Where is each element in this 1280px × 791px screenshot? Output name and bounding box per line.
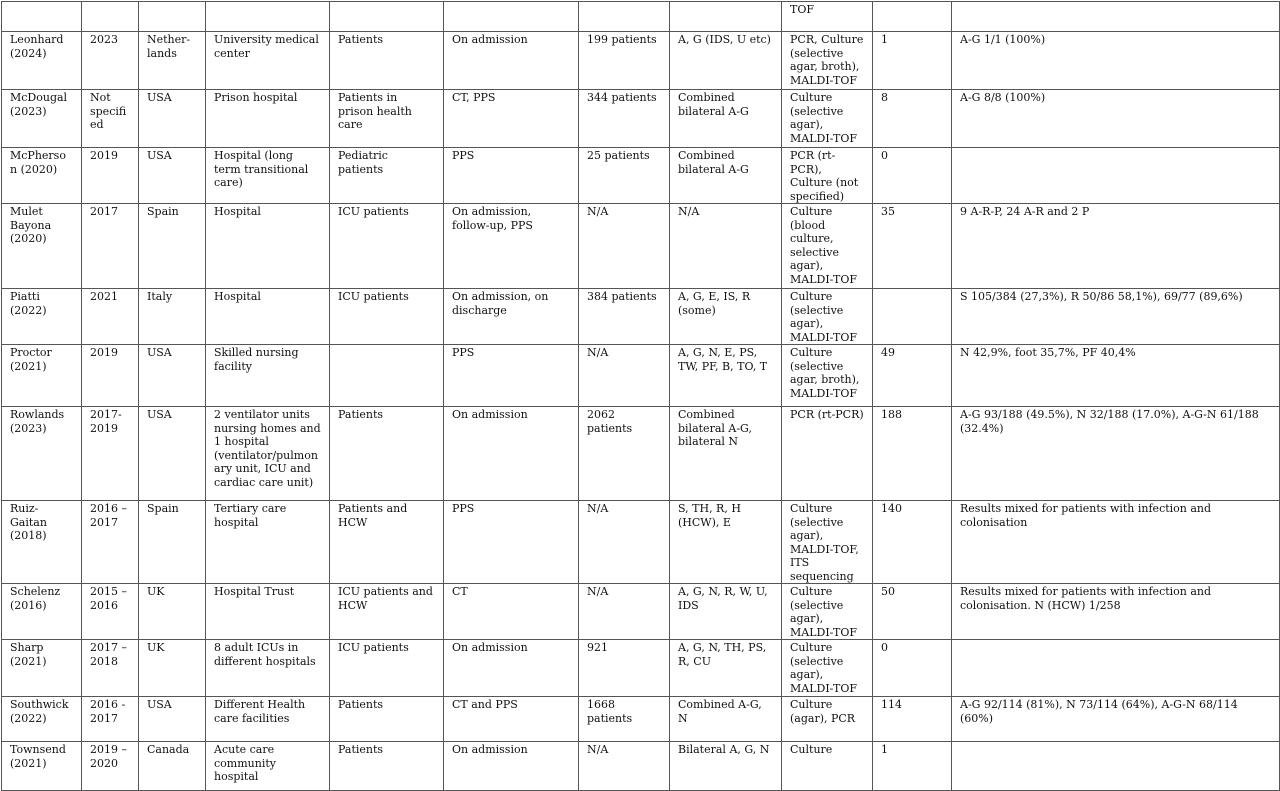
cell-population: Patients <box>330 697 444 742</box>
cell-country: USA <box>139 345 206 407</box>
cell-screening <box>444 2 579 32</box>
cell-year: 2017 <box>82 204 139 289</box>
cell-country: Spain <box>139 204 206 289</box>
cell-year <box>82 2 139 32</box>
cell-population: Patients and HCW <box>330 501 444 584</box>
cell-sample-size: N/A <box>579 204 670 289</box>
cell-body-sites: A, G (IDS, U etc) <box>670 32 782 90</box>
cell-detection-method: TOF <box>782 2 873 32</box>
cell-detection-method: Culture (agar), PCR <box>782 697 873 742</box>
cell-study: McDougal (2023) <box>2 90 82 148</box>
cell-detection-method: Culture (selective agar, broth), MALDI-TOF <box>782 345 873 407</box>
cell-results: 9 A-R-P, 24 A-R and 2 P <box>952 204 1280 289</box>
cell-year: 2019 <box>82 148 139 204</box>
cell-population: Patients <box>330 742 444 791</box>
table-body <box>2 2 1280 791</box>
cell-body-sites: S, TH, R, H (HCW), E <box>670 501 782 584</box>
cell-year: 2023 <box>82 32 139 90</box>
cell-positive-count: 114 <box>873 697 952 742</box>
cell-study: Leonhard (2024) <box>2 32 82 90</box>
cell-setting <box>206 2 330 32</box>
cell-results <box>952 2 1280 32</box>
table-row <box>2 289 1280 345</box>
cell-sample-size: 25 patients <box>579 148 670 204</box>
cell-study: Southwick (2022) <box>2 697 82 742</box>
cell-study: Rowlands (2023) <box>2 407 82 501</box>
cell-year: 2017-2019 <box>82 407 139 501</box>
cell-setting: Hospital <box>206 204 330 289</box>
cell-results <box>952 148 1280 204</box>
cell-detection-method: Culture (blood culture, selective agar), MALDI-TOF <box>782 204 873 289</box>
cell-population: ICU patients <box>330 204 444 289</box>
table-row <box>2 697 1280 742</box>
cell-year: 2021 <box>82 289 139 345</box>
cell-detection-method: Culture (selective agar), MALDI-TOF <box>782 90 873 148</box>
cell-country: USA <box>139 697 206 742</box>
cell-body-sites: A, G, N, E, PS, TW, PF, B, TO, T <box>670 345 782 407</box>
table-row <box>2 742 1280 791</box>
cell-screening: PPS <box>444 148 579 204</box>
cell-positive-count: 1 <box>873 742 952 791</box>
cell-body-sites: A, G, E, IS, R (some) <box>670 289 782 345</box>
cell-year: 2016 - 2017 <box>82 697 139 742</box>
cell-results: A-G 1/1 (100%) <box>952 32 1280 90</box>
cell-sample-size: 921 <box>579 640 670 697</box>
cell-sample-size: N/A <box>579 584 670 640</box>
cell-country: UK <box>139 584 206 640</box>
cell-results: A-G 8/8 (100%) <box>952 90 1280 148</box>
cell-setting: Skilled nursing facility <box>206 345 330 407</box>
cell-study: McPherson (2020) <box>2 148 82 204</box>
cell-year: 2019 <box>82 345 139 407</box>
cell-study: Sharp (2021) <box>2 640 82 697</box>
cell-detection-method: PCR (rt-PCR), Culture (not specified) <box>782 148 873 204</box>
cell-detection-method: Culture (selective agar), MALDI-TOF, ITS sequencing <box>782 501 873 584</box>
cell-population: Patients <box>330 407 444 501</box>
cell-body-sites: Combined bilateral A-G <box>670 148 782 204</box>
cell-year: 2015 – 2016 <box>82 584 139 640</box>
cell-population: Patients <box>330 32 444 90</box>
cell-screening: PPS <box>444 345 579 407</box>
studies-table <box>1 1 1280 791</box>
table-row <box>2 204 1280 289</box>
cell-screening: On admission <box>444 742 579 791</box>
cell-setting: University medical center <box>206 32 330 90</box>
cell-sample-size: 384 patients <box>579 289 670 345</box>
cell-results: A-G 93/188 (49.5%), N 32/188 (17.0%), A-G-N 61/188 (32.4%) <box>952 407 1280 501</box>
cell-setting: Different Health care facilities <box>206 697 330 742</box>
cell-study: Townsend (2021) <box>2 742 82 791</box>
cell-screening: On admission, follow-up, PPS <box>444 204 579 289</box>
cell-results: Results mixed for patients with infection and colonisation <box>952 501 1280 584</box>
cell-positive-count: 50 <box>873 584 952 640</box>
cell-positive-count: 140 <box>873 501 952 584</box>
cell-sample-size: N/A <box>579 742 670 791</box>
cell-population <box>330 345 444 407</box>
cell-positive-count: 35 <box>873 204 952 289</box>
table-row <box>2 501 1280 584</box>
cell-positive-count <box>873 289 952 345</box>
cell-screening: On admission <box>444 640 579 697</box>
cell-country: Nether-lands <box>139 32 206 90</box>
cell-population: ICU patients and HCW <box>330 584 444 640</box>
cell-positive-count: 0 <box>873 148 952 204</box>
cell-setting: Hospital <box>206 289 330 345</box>
cell-country: UK <box>139 640 206 697</box>
cell-body-sites: Bilateral A, G, N <box>670 742 782 791</box>
cell-country: Canada <box>139 742 206 791</box>
cell-sample-size <box>579 2 670 32</box>
cell-country <box>139 2 206 32</box>
cell-results <box>952 640 1280 697</box>
cell-sample-size: 1668 patients <box>579 697 670 742</box>
cell-study: Ruiz-Gaitan (2018) <box>2 501 82 584</box>
cell-results: A-G 92/114 (81%), N 73/114 (64%), A-G-N 68/114 (60%) <box>952 697 1280 742</box>
table-row <box>2 640 1280 697</box>
cell-positive-count: 188 <box>873 407 952 501</box>
cell-positive-count: 8 <box>873 90 952 148</box>
table-row <box>2 32 1280 90</box>
cell-setting: Prison hospital <box>206 90 330 148</box>
cell-detection-method: Culture <box>782 742 873 791</box>
cell-sample-size: N/A <box>579 345 670 407</box>
cell-sample-size: N/A <box>579 501 670 584</box>
cell-study: Proctor (2021) <box>2 345 82 407</box>
cell-country: Spain <box>139 501 206 584</box>
cell-setting: 2 ventilator units nursing homes and 1 hospital (ventilator/pulmonary unit, ICU and cardiac care unit) <box>206 407 330 501</box>
cell-sample-size: 199 patients <box>579 32 670 90</box>
cell-body-sites: A, G, N, R, W, U, IDS <box>670 584 782 640</box>
cell-country: USA <box>139 407 206 501</box>
table-row <box>2 407 1280 501</box>
cell-results <box>952 742 1280 791</box>
cell-results: S 105/384 (27,3%), R 50/86 58,1%), 69/77 (89,6%) <box>952 289 1280 345</box>
cell-screening: On admission, on discharge <box>444 289 579 345</box>
cell-study: Mulet Bayona (2020) <box>2 204 82 289</box>
cell-body-sites: Combined bilateral A-G <box>670 90 782 148</box>
table-row <box>2 148 1280 204</box>
cell-population: ICU patients <box>330 289 444 345</box>
cell-detection-method: PCR (rt-PCR) <box>782 407 873 501</box>
cell-body-sites: N/A <box>670 204 782 289</box>
cell-screening: CT and PPS <box>444 697 579 742</box>
table-row <box>2 90 1280 148</box>
cell-setting: 8 adult ICUs in different hospitals <box>206 640 330 697</box>
cell-sample-size: 344 patients <box>579 90 670 148</box>
cell-positive-count <box>873 2 952 32</box>
cell-positive-count: 49 <box>873 345 952 407</box>
cell-year: 2019 – 2020 <box>82 742 139 791</box>
cell-detection-method: PCR, Culture (selective agar, broth), MALDI-TOF <box>782 32 873 90</box>
cell-setting: Tertiary care hospital <box>206 501 330 584</box>
table-row <box>2 584 1280 640</box>
cell-detection-method: Culture (selective agar), MALDI-TOF <box>782 584 873 640</box>
cell-body-sites: Combined A-G, N <box>670 697 782 742</box>
cell-positive-count: 0 <box>873 640 952 697</box>
table-row <box>2 345 1280 407</box>
cell-setting: Acute care community hospital <box>206 742 330 791</box>
cell-screening: On admission <box>444 407 579 501</box>
cell-population <box>330 2 444 32</box>
cell-body-sites: A, G, N, TH, PS, R, CU <box>670 640 782 697</box>
cell-year: 2016 – 2017 <box>82 501 139 584</box>
cell-detection-method: Culture (selective agar), MALDI-TOF <box>782 640 873 697</box>
cell-country: USA <box>139 148 206 204</box>
cell-population: Pediatric patients <box>330 148 444 204</box>
cell-sample-size: 2062 patients <box>579 407 670 501</box>
cell-screening: CT <box>444 584 579 640</box>
cell-detection-method: Culture (selective agar), MALDI-TOF <box>782 289 873 345</box>
cell-country: USA <box>139 90 206 148</box>
cell-year: Not specified <box>82 90 139 148</box>
cell-screening: CT, PPS <box>444 90 579 148</box>
cell-country: Italy <box>139 289 206 345</box>
cell-year: 2017 – 2018 <box>82 640 139 697</box>
cell-results: N 42,9%, foot 35,7%, PF 40,4% <box>952 345 1280 407</box>
cell-study: Piatti (2022) <box>2 289 82 345</box>
cell-screening: On admission <box>444 32 579 90</box>
cell-positive-count: 1 <box>873 32 952 90</box>
cell-results: Results mixed for patients with infection and colonisation. N (HCW) 1/258 <box>952 584 1280 640</box>
cell-body-sites: Combined bilateral A-G, bilateral N <box>670 407 782 501</box>
cell-population: Patients in prison health care <box>330 90 444 148</box>
table-row <box>2 2 1280 32</box>
cell-study: Schelenz (2016) <box>2 584 82 640</box>
cell-body-sites <box>670 2 782 32</box>
cell-study <box>2 2 82 32</box>
cell-population: ICU patients <box>330 640 444 697</box>
cell-setting: Hospital (long term transitional care) <box>206 148 330 204</box>
cell-screening: PPS <box>444 501 579 584</box>
cell-setting: Hospital Trust <box>206 584 330 640</box>
